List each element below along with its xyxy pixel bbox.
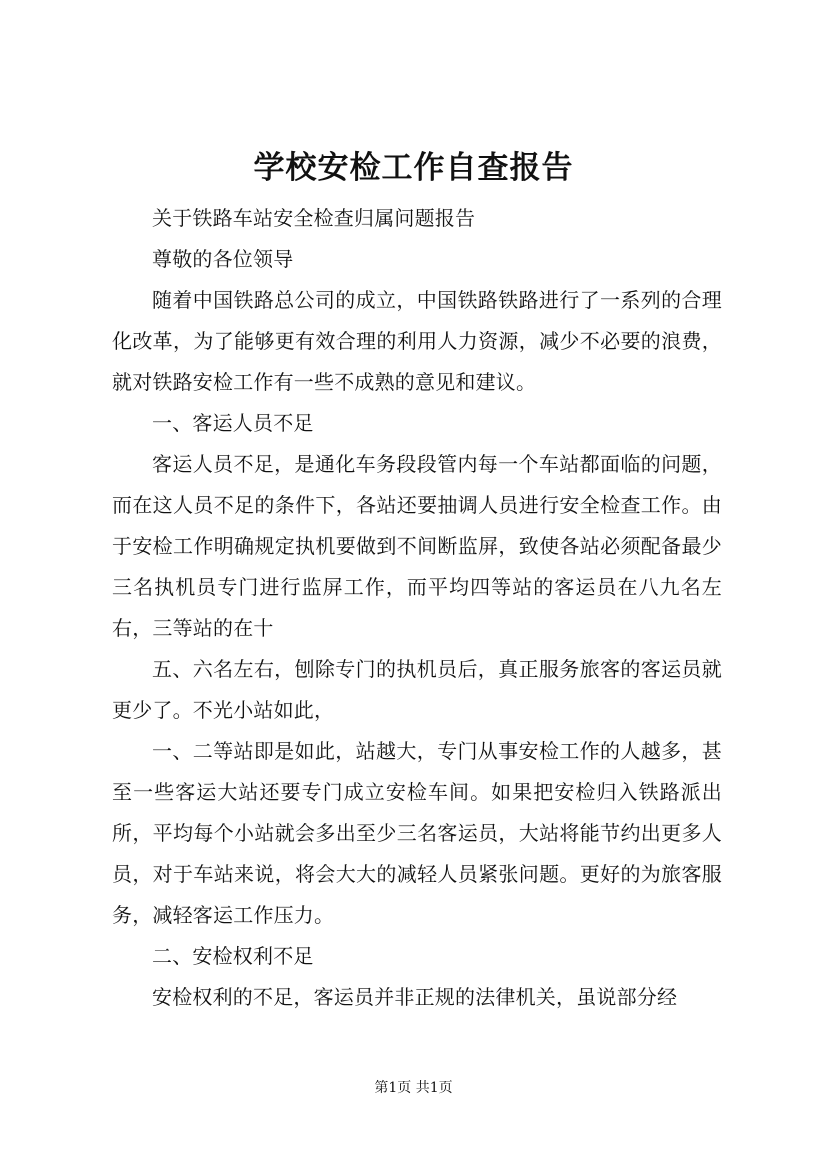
document-body: [112, 198, 722, 1018]
paragraph-intro: 随着中国铁路总公司的成立，中国铁路铁路进行了一系列的合理化改革，为了能够更有效合理的利用人力资源，减少不必要的浪费，就对铁路安检工作有一些不成熟的意见和建议。: [112, 288, 722, 394]
section-heading-staff-shortage: 一、客运人员不足: [152, 411, 314, 435]
page-number-footer: 第1页 共1页: [374, 1080, 453, 1096]
section-heading-authority: 二、安检权利不足: [152, 944, 314, 968]
paragraph-staff-continued: 五、六名左右，刨除专门的执机员后，真正服务旅客的客运员就更少了。不光小站如此，: [112, 657, 722, 722]
document-title: 学校安检工作自查报告: [253, 150, 574, 186]
paragraph-salutation: 尊敬的各位领导: [152, 247, 294, 271]
paragraph-staff-shortage: 客运人员不足，是通化车务段段管内每一个车站都面临的问题，而在这人员不足的条件下，各站还要抽调人员进行安全检查工作。由于安检工作明确规定执机要做到不间断监屏，致使各站必须配备最少三名执机员专门进行监屏工作，而平均四等站的客运员在八九名左右，三等站的在十: [112, 452, 722, 640]
paragraph-subject: 关于铁路车站安全检查归属问题报告: [152, 206, 476, 230]
paragraph-authority: 安检权利的不足，客运员并非正规的法律机关，虽说部分经: [152, 985, 678, 1009]
paragraph-large-stations: 一、二等站即是如此，站越大，专门从事安检工作的人越多，甚至一些客运大站还要专门成立安检车间。如果把安检归入铁路派出所，平均每个小站就会多出至少三名客运员，大站将能节约出更多人员，对于车站来说，将会大大的减轻人员紧张问题。更好的为旅客服务，减轻客运工作压力。: [112, 739, 722, 927]
